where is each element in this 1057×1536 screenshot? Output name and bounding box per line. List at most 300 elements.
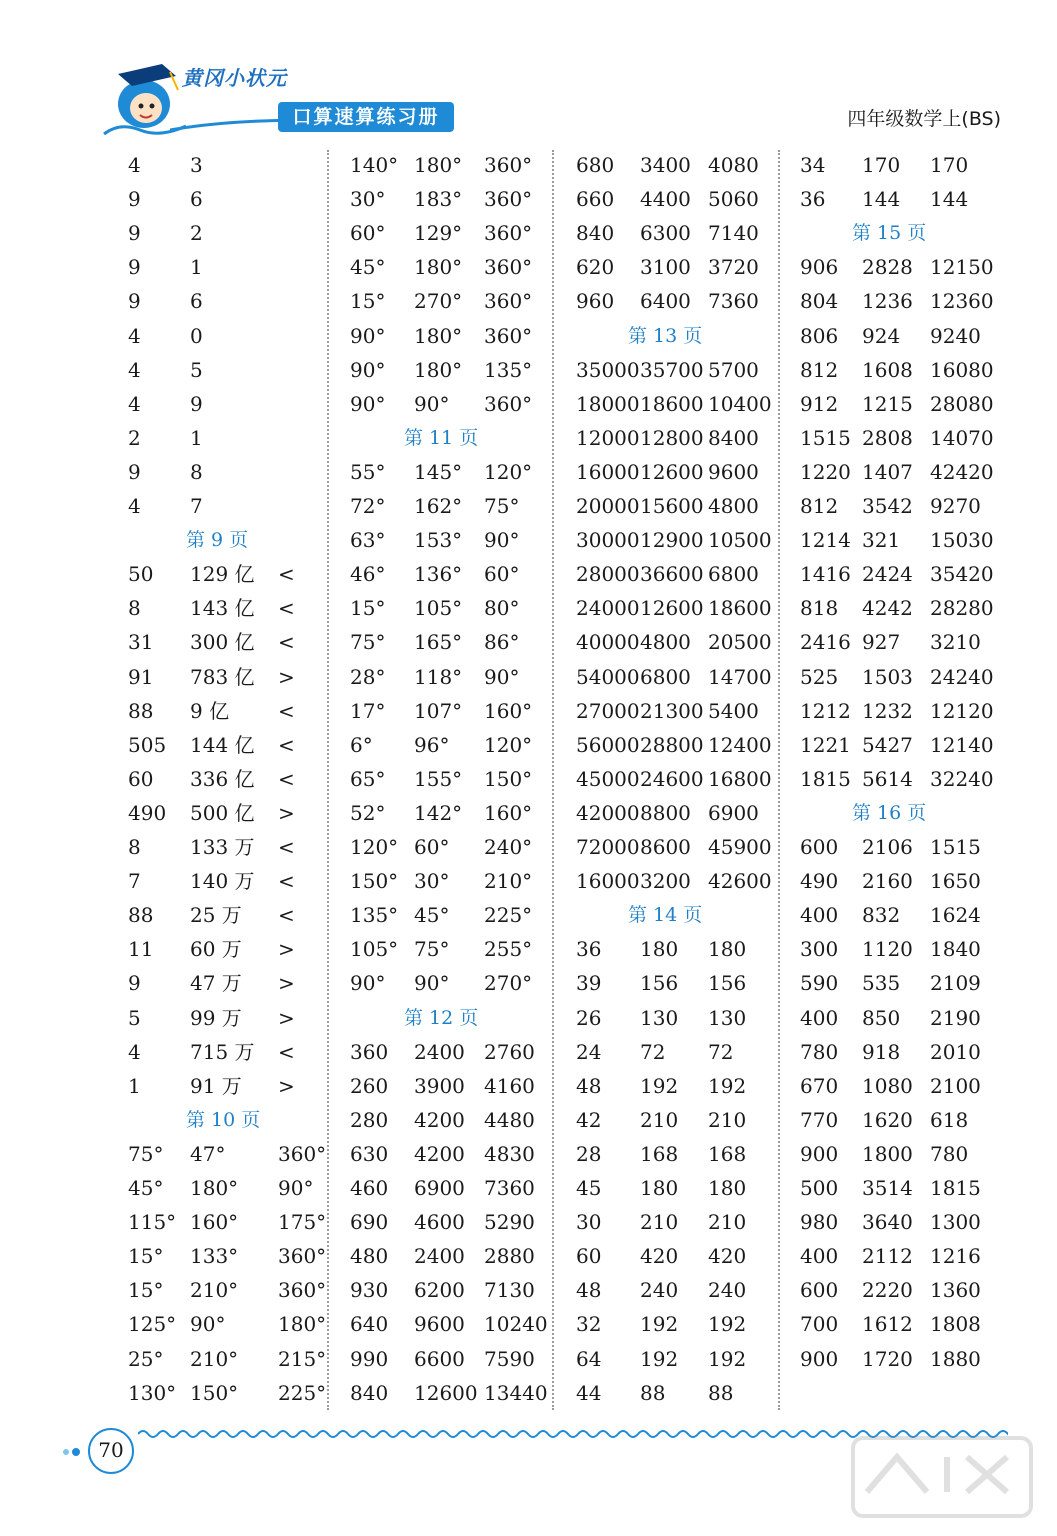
answer-value: 24000	[576, 596, 640, 621]
answer-value: 16000	[576, 459, 640, 484]
answer-value: <	[278, 835, 295, 859]
answer-value: 115°	[128, 1210, 177, 1235]
answer-value: 215°	[278, 1346, 327, 1371]
column-divider	[778, 150, 780, 1410]
answer-row	[576, 932, 776, 966]
answer-row	[128, 1239, 327, 1273]
answer-value: 960	[576, 289, 615, 314]
brand-name: 黄冈小状元	[182, 66, 287, 90]
answer-value: 1840	[930, 937, 981, 962]
answer-row	[350, 1307, 550, 1341]
answer-value: 3640	[862, 1210, 913, 1235]
answer-value: 170	[862, 153, 901, 177]
answer-value: 145°	[414, 459, 463, 484]
answer-row	[350, 694, 550, 728]
answer-value: >	[278, 971, 295, 996]
answer-value: 9	[128, 289, 141, 314]
answer-value: 17°	[350, 698, 386, 723]
answer-row	[350, 284, 550, 318]
answer-row	[576, 966, 776, 1000]
answer-row	[800, 421, 1010, 455]
answer-value: 4830	[484, 1141, 535, 1166]
answer-value: 5427	[862, 732, 913, 757]
answer-value: 600	[800, 1278, 839, 1303]
answer-value: 129 亿	[190, 562, 255, 587]
answer-value: 336 亿	[190, 766, 255, 791]
answer-row	[350, 216, 550, 250]
answer-value: 14070	[930, 425, 994, 450]
answer-value: 360°	[484, 289, 533, 314]
answer-value: 360°	[484, 221, 533, 246]
answer-row	[350, 557, 550, 591]
answer-row	[576, 250, 776, 284]
answer-row	[128, 421, 323, 455]
answer-value: 9270	[930, 494, 981, 518]
answer-value: 90°	[484, 528, 520, 553]
answer-value: 13440	[484, 1380, 548, 1405]
answer-row	[128, 1342, 327, 1376]
answer-value: 300	[800, 937, 839, 962]
answer-value: 1120	[862, 937, 913, 962]
answer-value: 4	[128, 494, 141, 518]
answer-row	[800, 1239, 1010, 1273]
answer-value: 180°	[414, 357, 463, 382]
answer-value: 1800	[862, 1141, 913, 1166]
answer-value: 91 万	[190, 1073, 242, 1098]
answer-value: 50	[128, 562, 154, 587]
answer-value: 16080	[930, 357, 994, 382]
answer-value: 210	[708, 1107, 747, 1132]
answer-value: 20000	[576, 494, 640, 518]
answer-value: 360°	[484, 255, 533, 280]
answer-value: 48	[576, 1278, 602, 1303]
answer-value: 28280	[930, 596, 994, 621]
answer-row	[576, 489, 776, 523]
answer-value: 16800	[708, 766, 772, 791]
answer-row	[350, 625, 550, 659]
answer-value: 168	[640, 1141, 679, 1166]
answer-row	[800, 1171, 1010, 1205]
answer-value: 180	[708, 937, 747, 962]
answer-value: >	[278, 800, 295, 825]
answer-value: 912	[800, 391, 839, 416]
answer-value: 96°	[414, 732, 450, 757]
answer-row	[128, 1001, 323, 1035]
answer-value: 28080	[930, 391, 994, 416]
answer-row	[800, 1137, 1010, 1171]
answer-row	[350, 762, 550, 796]
answer-value: 1	[190, 255, 203, 280]
answer-value: 21300	[640, 698, 704, 723]
answer-value: 162°	[414, 494, 463, 518]
answer-value: 10240	[484, 1312, 548, 1337]
answer-value: 120°	[484, 459, 533, 484]
answer-value: 12120	[930, 698, 994, 723]
answer-value: 30°	[414, 869, 450, 894]
answer-value: 118°	[414, 664, 463, 689]
answer-value: 9	[190, 391, 203, 416]
answer-value: 183°	[414, 187, 463, 212]
answer-value: 1216	[930, 1244, 981, 1269]
answer-value: 620	[576, 255, 615, 280]
answer-value: 24240	[930, 664, 994, 689]
answer-value: 700	[800, 1312, 839, 1337]
answer-row	[800, 455, 1010, 489]
answer-value: 6900	[414, 1176, 465, 1200]
answer-value: 840	[350, 1380, 389, 1405]
answer-value: 12000	[576, 425, 640, 450]
answer-row	[128, 660, 323, 694]
answer-value: 120°	[350, 835, 399, 859]
answer-value: 1	[128, 1073, 141, 1098]
answer-value: 804	[800, 289, 839, 314]
answer-row	[350, 455, 550, 489]
answer-row	[350, 796, 550, 830]
answer-value: 60°	[350, 221, 386, 246]
answer-row	[576, 796, 776, 830]
answer-value: 144 亿	[190, 732, 255, 757]
page-header	[0, 0, 1057, 150]
answer-row	[128, 864, 323, 898]
answer-row	[800, 625, 1010, 659]
answer-value: 12140	[930, 732, 994, 757]
answer-value: 7	[128, 869, 141, 894]
answer-value: 180°	[414, 255, 463, 280]
answer-row	[800, 591, 1010, 625]
answer-row	[576, 625, 776, 659]
answer-value: 2400	[414, 1039, 465, 1064]
answer-value: 3100	[640, 255, 691, 280]
answer-value: 780	[930, 1141, 969, 1166]
answer-value: 490	[800, 869, 839, 894]
answer-value: 63°	[350, 528, 386, 553]
answer-value: 180°	[414, 323, 463, 348]
answer-value: 2	[190, 221, 203, 246]
answer-value: 28800	[640, 732, 704, 757]
answer-row	[350, 932, 550, 966]
answer-value: 770	[800, 1107, 839, 1132]
answer-row	[350, 830, 550, 864]
answer-value: 12360	[930, 289, 994, 314]
section-page-title: 第 10 页	[186, 1108, 261, 1131]
answer-value: 18600	[640, 391, 704, 416]
book-title: 四年级数学上(BS)	[847, 108, 1001, 130]
answer-value: 45900	[708, 835, 772, 859]
answer-value: 16000	[576, 869, 640, 894]
answer-row	[800, 864, 1010, 898]
answer-value: 321	[862, 528, 901, 553]
answer-value: 906	[800, 255, 839, 280]
answer-row	[800, 319, 1010, 353]
answer-value: 2828	[862, 255, 913, 280]
answer-value: 9	[128, 459, 141, 484]
answer-value: 56000	[576, 732, 640, 757]
answer-value: 175°	[278, 1210, 327, 1235]
answer-row	[800, 284, 1010, 318]
answer-row	[350, 1239, 550, 1273]
answer-value: 9 亿	[190, 698, 230, 723]
answer-value: 28	[576, 1141, 602, 1166]
answer-value: 156	[708, 971, 747, 996]
answer-value: 15°	[128, 1278, 164, 1303]
answer-value: 36600	[640, 562, 704, 587]
logo	[100, 60, 460, 140]
answer-value: 105°	[414, 596, 463, 621]
answer-value: 918	[862, 1039, 901, 1064]
answer-value: 930	[350, 1278, 389, 1303]
answer-value: 18000	[576, 391, 640, 416]
answer-value: 90°	[278, 1176, 314, 1200]
answer-value: 24	[576, 1039, 602, 1064]
answer-value: 28000	[576, 562, 640, 587]
answer-value: 8	[190, 459, 203, 484]
answer-value: 12150	[930, 255, 994, 280]
answer-value: 850	[862, 1005, 901, 1030]
answer-value: 783 亿	[190, 664, 255, 689]
answer-value: 2190	[930, 1005, 981, 1030]
answer-value: 42600	[708, 869, 772, 894]
answer-value: 160°	[484, 698, 533, 723]
answer-row	[350, 250, 550, 284]
answer-value: 36	[800, 187, 826, 212]
answer-value: 6800	[640, 664, 691, 689]
answer-value: 7360	[484, 1176, 535, 1200]
answer-value: 460	[350, 1176, 389, 1200]
answer-value: 12800	[640, 425, 704, 450]
answer-value: 72000	[576, 835, 640, 859]
answer-value: 900	[800, 1141, 839, 1166]
answer-value: 832	[862, 903, 901, 928]
answer-value: 4400	[640, 187, 691, 212]
answer-value: 142°	[414, 800, 463, 825]
answer-value: 260	[350, 1073, 389, 1098]
answer-row	[576, 1342, 776, 1376]
answer-value: 4	[128, 391, 141, 416]
answer-row	[800, 1307, 1010, 1341]
answer-value: 6°	[350, 732, 373, 757]
answer-value: 120°	[484, 732, 533, 757]
answer-row	[350, 1205, 550, 1239]
answer-row	[128, 1069, 323, 1103]
answer-row	[350, 966, 550, 1000]
answer-value: 45°	[350, 255, 386, 280]
answer-row	[350, 1273, 550, 1307]
answer-value: 91	[128, 664, 154, 689]
decorative-dots	[62, 1443, 88, 1462]
answer-value: 48	[576, 1073, 602, 1098]
answer-row	[576, 728, 776, 762]
answer-value: 47 万	[190, 971, 242, 996]
answer-value: 10400	[708, 391, 772, 416]
answer-row	[576, 1376, 776, 1410]
answer-value: 240	[640, 1278, 679, 1303]
answer-value: 360	[350, 1039, 389, 1064]
answer-value: 15°	[350, 289, 386, 314]
answer-value: 44	[576, 1380, 602, 1405]
answer-row	[576, 591, 776, 625]
answer-row	[800, 762, 1010, 796]
answer-value: 24600	[640, 766, 704, 791]
answer-value: 6900	[708, 800, 759, 825]
answer-value: 1080	[862, 1073, 913, 1098]
answer-value: 420	[640, 1244, 679, 1269]
answer-value: 7360	[708, 289, 759, 314]
answer-value: 90°	[350, 391, 386, 416]
answer-value: 9240	[930, 323, 981, 348]
answer-value: 4800	[640, 630, 691, 655]
answer-value: 360°	[484, 391, 533, 416]
answer-value: 12600	[414, 1380, 478, 1405]
answer-value: 65°	[350, 766, 386, 791]
answer-row	[128, 148, 323, 182]
answer-row	[576, 421, 776, 455]
answer-value: 525	[800, 664, 839, 689]
section-page-title: 第 12 页	[404, 1006, 479, 1029]
answer-value: 2220	[862, 1278, 913, 1303]
answer-value: 8400	[708, 425, 759, 450]
answer-value: 927	[862, 630, 901, 655]
answer-value: 640	[350, 1312, 389, 1337]
answer-value: 924	[862, 323, 901, 348]
answer-row	[128, 182, 323, 216]
answer-value: 225°	[278, 1380, 327, 1405]
answer-value: 27000	[576, 698, 640, 723]
answer-row	[128, 932, 323, 966]
answer-row	[800, 694, 1010, 728]
answer-value: 5290	[484, 1210, 535, 1235]
answer-value: 4080	[708, 153, 759, 177]
answer-row	[128, 830, 323, 864]
answer-value: 9	[128, 221, 141, 246]
answer-value: 88	[708, 1380, 734, 1405]
answer-value: 7	[190, 494, 203, 518]
answer-value: 505	[128, 732, 167, 757]
answer-value: 210°	[484, 869, 533, 894]
answer-row	[350, 1035, 550, 1069]
answer-value: 52°	[350, 800, 386, 825]
answer-value: 6800	[708, 562, 759, 587]
answer-row	[576, 455, 776, 489]
answer-value: 30	[576, 1210, 602, 1235]
answer-row	[800, 557, 1010, 591]
answer-row	[350, 1342, 550, 1376]
answer-value: 6	[190, 289, 203, 314]
answer-value: 150°	[484, 766, 533, 791]
answer-row	[128, 250, 323, 284]
answer-value: 160°	[190, 1210, 239, 1235]
answer-value: 812	[800, 494, 839, 518]
answer-value: 2160	[862, 869, 913, 894]
answer-value: 500	[800, 1176, 839, 1200]
answer-value: 715 万	[190, 1039, 255, 1064]
answer-value: 47°	[190, 1141, 226, 1166]
answer-value: 30000	[576, 528, 640, 553]
answer-value: 360°	[278, 1278, 327, 1303]
answer-row	[576, 148, 776, 182]
section-page-title: 第 15 页	[852, 222, 927, 245]
answer-value: 280	[350, 1107, 389, 1132]
answer-value: >	[278, 1073, 295, 1098]
answer-value: 210°	[190, 1346, 239, 1371]
answer-value: 36	[576, 937, 602, 962]
answer-value: <	[278, 562, 295, 587]
answer-value: 136°	[414, 562, 463, 587]
answer-value: 5700	[708, 357, 759, 382]
answer-value: 3900	[414, 1073, 465, 1098]
answer-value: 45°	[414, 903, 450, 928]
answer-value: 1416	[800, 562, 851, 587]
answer-value: 4200	[414, 1107, 465, 1132]
answer-row	[350, 387, 550, 421]
answer-row	[800, 523, 1010, 557]
section-page-title: 第 14 页	[628, 904, 703, 927]
answer-value: 60°	[484, 562, 520, 587]
answer-row	[576, 1307, 776, 1341]
answer-value: 980	[800, 1210, 839, 1235]
answer-value: 180	[640, 1176, 679, 1200]
answer-row	[128, 319, 323, 353]
answer-row	[350, 591, 550, 625]
answer-value: 133°	[190, 1244, 239, 1269]
answer-row	[800, 966, 1010, 1000]
answer-row	[800, 728, 1010, 762]
answer-row	[350, 1103, 550, 1137]
answer-row	[576, 1001, 776, 1035]
answer-value: 4	[128, 323, 141, 348]
answer-value: 144	[930, 187, 969, 212]
answer-value: 2416	[800, 630, 851, 655]
answer-value: 1624	[930, 903, 981, 928]
answer-value: 45000	[576, 766, 640, 791]
answer-value: 2106	[862, 835, 913, 859]
answer-value: 150°	[190, 1380, 239, 1405]
answer-value: 12600	[640, 596, 704, 621]
answer-row	[800, 353, 1010, 387]
answer-value: 8	[128, 596, 141, 621]
answer-value: 40000	[576, 630, 640, 655]
answer-value: 39	[576, 971, 602, 996]
answer-value: 8800	[640, 800, 691, 825]
answer-value: 3200	[640, 869, 691, 894]
answer-value: 420	[708, 1244, 747, 1269]
answer-row	[576, 830, 776, 864]
answer-row	[350, 523, 550, 557]
answer-value: 2112	[862, 1244, 913, 1269]
answer-row	[576, 1103, 776, 1137]
answer-row	[128, 1307, 327, 1341]
answer-value: 105°	[350, 937, 399, 962]
answer-value: 192	[640, 1073, 679, 1098]
answer-row	[800, 1273, 1010, 1307]
answer-value: 240	[708, 1278, 747, 1303]
answer-row	[576, 660, 776, 694]
answer-value: 1	[190, 425, 203, 450]
answer-value: 400	[800, 1005, 839, 1030]
answer-row	[128, 591, 323, 625]
answer-value: 1612	[862, 1312, 913, 1337]
answer-value: 45	[576, 1176, 602, 1200]
answer-row	[576, 694, 776, 728]
answer-value: 2	[128, 425, 141, 450]
answer-value: 6300	[640, 221, 691, 246]
answer-row	[800, 660, 1010, 694]
answer-value: 300 亿	[190, 630, 255, 655]
answer-value: 12600	[640, 459, 704, 484]
answer-value: 1221	[800, 732, 851, 757]
answer-value: 90°	[484, 664, 520, 689]
answer-row	[350, 898, 550, 932]
answer-value: 55°	[350, 459, 386, 484]
